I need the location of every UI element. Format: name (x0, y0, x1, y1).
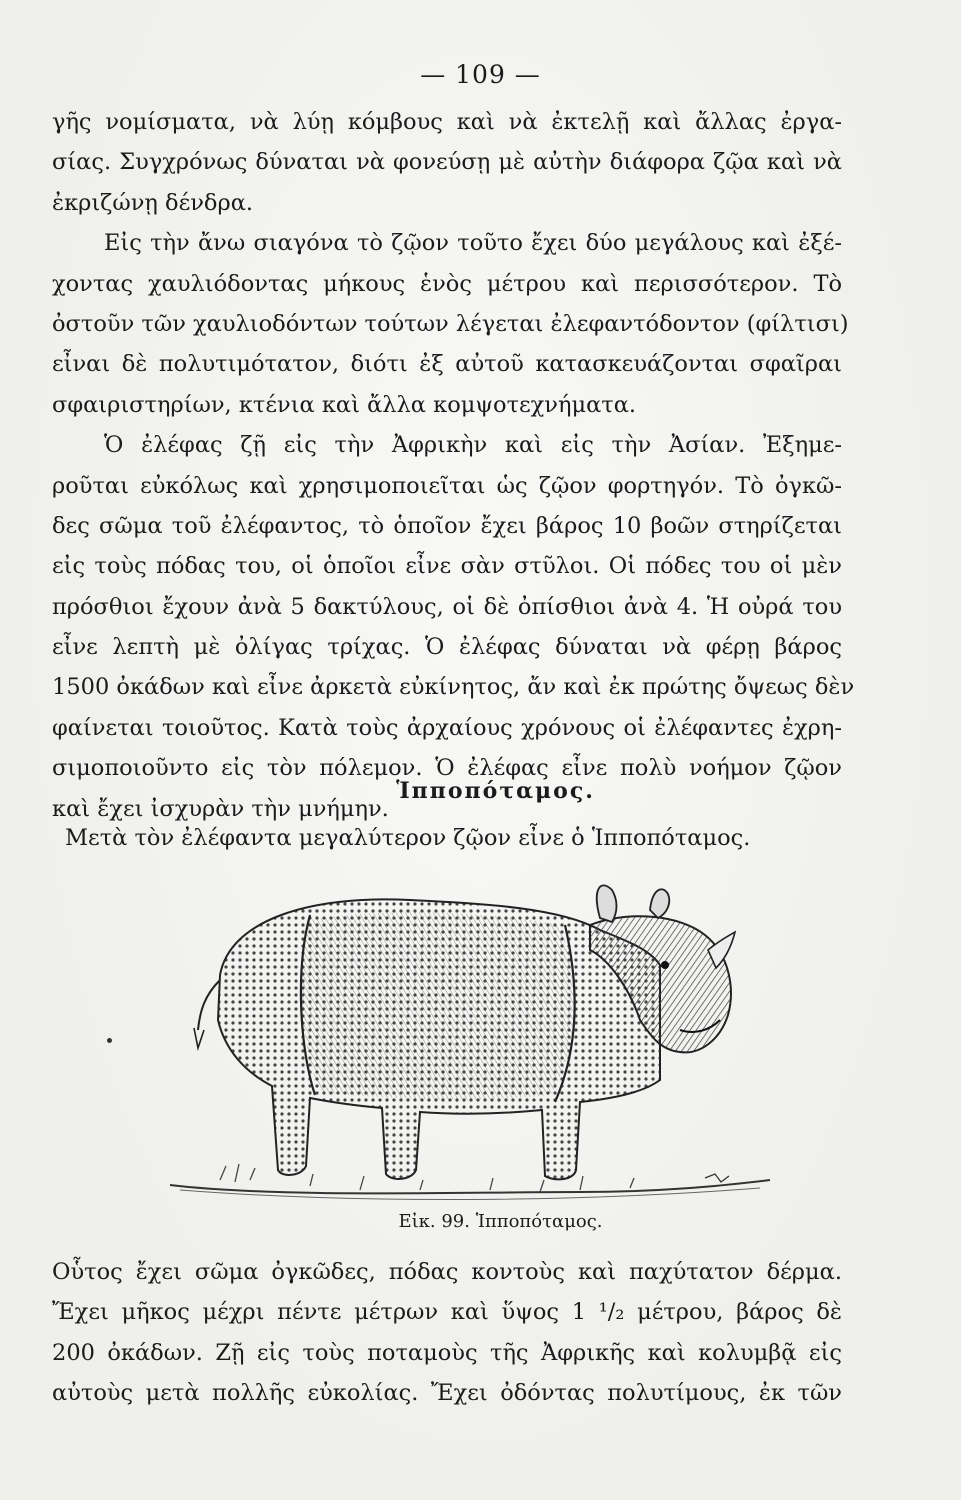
hippo-intro-block (52, 818, 842, 858)
text-line: Εἰς τὴν ἄνω σιαγόνα τὸ ζῷον τοῦτο ἔχει δύο μεγάλους καὶ ἐξέ- (104, 230, 842, 257)
hippopotamus-illustration (160, 880, 780, 1220)
print-speck (107, 1038, 112, 1043)
text-line: Ἔχει μῆκος μέχρι πέντε μέτρων καὶ ὕψος 1 ¹/₂ μέτρου, βάρος δὲ (52, 1299, 842, 1326)
text-line: καὶ ἔχει ἰσχυρὰν τὴν μνήμην. (52, 795, 389, 822)
text-line: ἐκριζώνῃ δένδρα. (52, 189, 254, 216)
hippo-text-block (52, 1252, 842, 1414)
text-line: σίας. Συγχρόνως δύναται νὰ φονεύσῃ μὲ αὐτὴν διάφορα ζῷα καὶ νὰ (52, 149, 842, 176)
text-line: αὐτοὺς μετὰ πολλῆς εὐκολίας. Ἔχει ὀδόντας πολυτίμους, ἐκ τῶν (52, 1380, 842, 1407)
text-line: φαίνεται τοιοῦτος. Κατὰ τοὺς ἀρχαίους χρόνους οἱ ἐλέφαντες ἐχρη- (52, 714, 842, 741)
text-line: 1500 ὀκάδων καὶ εἶνε ἀρκετὰ εὐκίνητος, ἄν καὶ ἐκ πρώτης ὄψεως δὲν (52, 674, 855, 701)
text-line: 200 ὀκάδων. Ζῇ εἰς τοὺς ποταμοὺς τῆς Ἀφρικῆς καὶ κολυμβᾷ εἰς (52, 1339, 842, 1366)
text-line: Μετὰ τὸν ἐλέφαντα μεγαλύτερον ζῷον εἶνε ὁ Ἱπποπόταμος. (65, 825, 751, 851)
text-line: δες σῶμα τοῦ ἐλέφαντος, τὸ ὁποῖον ἔχει βάρος 10 βοῶν στηρίζεται (52, 512, 842, 539)
figure-caption: Εἰκ. 99. Ἱπποπόταμος. (398, 1211, 603, 1232)
text-line: χοντας χαυλιόδοντας μήκους ἑνὸς μέτρου καὶ περισσότερον. Τὸ (52, 270, 842, 297)
text-line: εἶναι δὲ πολυτιμότατον, διότι ἐξ αὐτοῦ κατασκευάζονται σφαῖραι (52, 351, 842, 378)
text-line: Ὁ ἐλέφας ζῇ εἰς τὴν Ἀφρικὴν καὶ εἰς τὴν Ἀσίαν. Ἐξημε- (104, 432, 842, 459)
text-line: Οὗτος ἔχει σῶμα ὀγκῶδες, πόδας κοντοὺς καὶ παχύτατον δέρμα. (52, 1259, 842, 1285)
text-line: ροῦται εὐκόλως καὶ χρησιμοποιεῖται ὡς ζῷον φορτηγόν. Τὸ ὀγκῶ- (52, 472, 842, 499)
text-line: εἰς τοὺς πόδας του, οἱ ὁποῖοι εἶνε σὰν στῦλοι. Οἱ πόδες του οἱ μὲν (52, 553, 842, 580)
section-heading: Ἱπποπόταμος. (396, 778, 595, 804)
text-line: σφαιριστηρίων, κτένια καὶ ἄλλα κομψοτεχνήματα. (52, 391, 637, 418)
text-line: πρόσθιοι ἔχουν ἀνὰ 5 δακτύλους, οἱ δὲ ὀπίσθιοι ἀνὰ 4. Ἡ οὐρά του (52, 593, 842, 620)
page-number: — 109 — (420, 60, 541, 89)
text-line: σιμοποιοῦντο εἰς τὸν πόλεμον. Ὁ ἐλέφας εἶνε πολὺ νοήμον ζῷον (52, 755, 842, 782)
elephant-text-block (52, 102, 855, 829)
text-line: γῆς νομίσματα, νὰ λύῃ κόμβους καὶ νὰ ἐκτελῇ καὶ ἄλλας ἐργα- (52, 109, 842, 135)
text-line: εἶνε λεπτὴ μὲ ὀλίγας τρίχας. Ὁ ἐλέφας δύναται νὰ φέρῃ βάρος (52, 634, 842, 661)
text-line: ὀστοῦν τῶν χαυλιοδόντων τούτων λέγεται ἐλεφαντόδοντον (φίλτισι) (52, 310, 849, 337)
